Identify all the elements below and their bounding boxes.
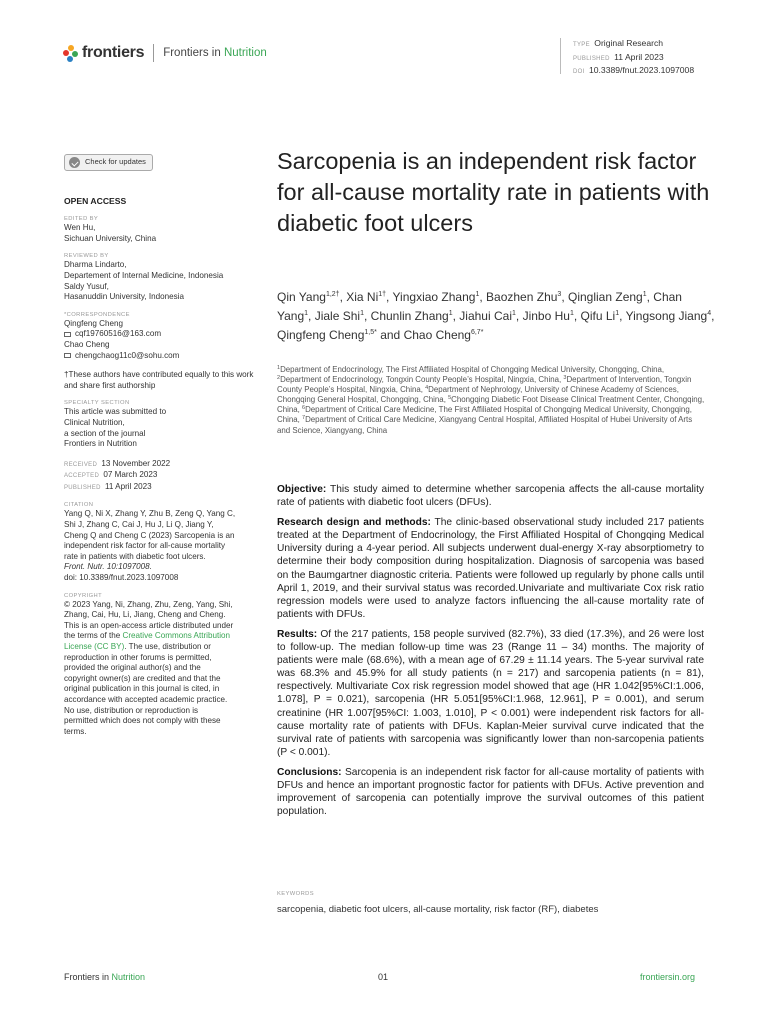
check-icon <box>69 157 80 168</box>
author-name[interactable]: Jinbo Hu$^1$ <box>522 309 574 323</box>
brand-name: frontiers <box>82 44 145 61</box>
author-name[interactable]: Qinglian Zeng$^1$ <box>568 290 647 304</box>
affiliation: $^3$Department of Intervention, Tongxin County People’s Hospital, Ningxia, China, <box>277 375 692 395</box>
affiliation: $^1$Department of Endocrinology, The First Affiliated Hospital of Chongqing Medical University, Chongqing, China, <box>277 365 665 374</box>
correspondence-label: *CORRESPONDENCE <box>64 311 130 318</box>
author-name[interactable]: Yingxiao Zhang$^1$ <box>392 290 480 304</box>
citation: Yang Q, Ni X, Zhang Y, Zhu B, Zeng Q, Yang C, Shi J, Zhang C, Cai J, Hu J, Li Q, Jiang Y, Cheng Q and Cheng C (2023) Sarcopenia is an independent risk factor for all-cause mortality rate in patients with diabetic foot ulcers. Front. Nutr. 10:1097008. doi: 10.3389/fnut.2023.1097008 <box>64 509 236 583</box>
affiliation: $^2$Department of Endocrinology, Tongxin County People’s Hospital, Ningxia, China, <box>277 375 564 385</box>
author-name[interactable]: Chunlin Zhang$^1$ <box>370 309 453 323</box>
copyright-label: COPYRIGHT <box>64 592 103 599</box>
frontiers-logo-icon <box>63 45 78 62</box>
author-name[interactable]: Chan Yang$^1$ <box>277 290 682 323</box>
correspondence: Qingfeng Cheng cqf19760516@163.com Chao Cheng chengchaog11c0@sohu.com <box>64 318 180 360</box>
article-title: Sarcopenia is an independent risk factor for all-cause mortality rate in patients with diabetic foot ulcers <box>277 148 710 236</box>
edited-by-label: EDITED BY <box>64 216 99 223</box>
article-meta <box>560 38 694 74</box>
author-list: Qin Yang$^{1,2\dagger}$, Xia $Ni^{1\dagger}$, Yingxiao Zhang$^1$, Baozhen Zhu$^3$, Qinglian Zeng$^1$, Chan Yang$^1$, Jiale Shi$^1$, Chunlin Zhang$^1$, Jiahui Cai$^1$, Jinbo Hu$^1$, Qifu Li$^1$, Yingsong Jiang$^4$, Qingfeng Cheng$^{1,5*}$ and Chao Cheng$^{6,7*}$ <box>277 290 715 342</box>
equal-contribution-note: †These authors have contributed equally to this work and share first authorship <box>64 370 254 390</box>
affiliation: $^4$Department of Nephrology, University of Chinese Academy of Sciences, Chongqing General Hospital, Chongqing, China, <box>277 385 679 405</box>
abstract-results: Results: Of the 217 patients, 158 people survived (82.7%), 33 died (17.3%), and 26 were lost to follow-up. The median follow-up time was 23 (Range 11 – 34) months. The majority of patients were male (68.6%), with a mean age of 67.29 ± 11.14 years. The 5-year survival rate was 68.3% and 45.9% for all study patients (n = 217) and sarcopenia patients (n = 81), respectively. Multivariate Cox risk regression model showed that age (HR 1.042[95%CI:1.006, 1.078], P = 0.021), sarcopenia (HR 5.051[95%CI:1.968, 12.961], P = 0.001), and serum creatinine (HR 1.007[95%CI: 1.003, 1.010], P < 0.001) were independent risk factors for all-cause mortality rate of patients with DFUs. Kaplan-Meier survival curve indicated that the survival rate of patients with sarcopenia was significantly lower than non-sarcopenia patients (P < 0.001). <box>277 628 704 758</box>
author-name[interactable]: Qin Yang$^{1,2\dagger}$ <box>277 290 340 304</box>
abstract-design: Research design and methods: The clinic-based observational study included 217 patients treated at the Department of Endocrinology, the First Affiliated Hospital of Chongqing Medical University during a 4-year period. All subjects underwent dual-energy X-ray absorptiometry to determine their body composition during hospitalization. Diagnosis of sarcopenia was based on the Baumgartner diagnostic criteria. Patients were followed up regularly by phone calls until April 1, 2019, and their survival status was recorded.Univariate and multivariate Cox risk ratio regression models were used to analyze factors influencing the all-cause mortality rate of patients with DFUs. <box>277 517 704 620</box>
author-name[interactable]: Xia $Ni^{1\dagger}$ <box>346 290 387 304</box>
specialty-section: This article was submitted to Clinical Nutrition, a section of the journal Frontiers in Nutrition <box>64 407 167 449</box>
footer-journal: Frontiers in Nutrition <box>64 972 146 982</box>
author-name[interactable]: Yingsong Jiang$^4$ <box>625 309 712 323</box>
affiliation: $^7$Department of Critical Care Medicine, Xiangyang Central Hospital, Affiliated Hospital of Hubei University of Arts and Science, Xiangyang, China <box>277 415 693 435</box>
meta-published: PUBLISHED 11 April 2023 <box>573 51 664 62</box>
edited-by: Wen Hu, Sichuan University, China <box>64 223 157 243</box>
author-name[interactable]: Jiahui Cai$^1$ <box>459 309 516 323</box>
abstract-objective: Objective: This study aimed to determine whether sarcopenia affects the all-cause mortality rate of patients with diabetic foot ulcers (DFUs). <box>277 484 704 509</box>
footer-site-link[interactable]: frontiersin.org <box>640 972 696 982</box>
author-name[interactable]: Jiale Shi$^1$ <box>314 309 364 323</box>
reviewed-by: Dharma Lindarto, Departement of Internal Medicine, Indonesia Saldy Yusuf, Hasanuddin University, Indonesia <box>64 260 224 302</box>
email-icon <box>64 332 71 337</box>
abstract-conclusions: Conclusions: Sarcopenia is an independent risk factor for all-cause mortality of patients with DFUs and hence an important prognostic factor for patients with DFUs. Active prevention and improvement of sarcopenia can potentially improve the survival outcomes of this patient population. <box>277 766 704 818</box>
meta-type: TYPE Original Research <box>573 38 664 48</box>
email-icon <box>64 353 71 358</box>
meta-doi: DOI 10.3389/fnut.2023.1097008 <box>573 65 695 75</box>
logo-divider <box>153 44 154 62</box>
affiliation: $^6$Department of Critical Care Medicine, The First Affiliated Hospital of Chongqing Medical University, Chongqing, China, <box>277 405 692 425</box>
keywords-label: KEYWORDS <box>277 891 315 897</box>
email-link-1[interactable]: cqf19760516@163.com <box>75 329 162 339</box>
affiliation: $^5$Chongqing Diabetic Foot Disease Clinical Treatment Center, Chongqing, China, <box>277 395 705 415</box>
abstract <box>277 483 704 825</box>
copyright: © 2023 Yang, Ni, Zhang, Zhu, Zeng, Yang, Shi, Zhang, Cai, Hu, Li, Jiang, Cheng and Cheng. This is an open-access article distributed under the terms of the Creative Commons Attribution License (CC BY). The use, distribution or reproduction in other forums is permitted, provided the original author(s) and the copyright owner(s) are credited and that the original publication in this journal is cited, in accordance with accepted academic practice. No use, distribution or reproduction is permitted which does not comply with these terms. <box>64 599 234 736</box>
author-name[interactable]: Qingfeng Cheng$^{1,5*}$ <box>277 328 377 342</box>
affiliations <box>277 365 707 436</box>
cc-license-link[interactable]: Creative Commons Attribution <box>122 631 230 641</box>
check-for-updates-button[interactable]: Check for updates <box>64 154 153 171</box>
article-dates: RECEIVED 13 November 2022 ACCEPTED 07 March 2023 PUBLISHED 11 April 2023 <box>64 458 171 491</box>
citation-label: CITATION <box>64 502 94 509</box>
author-name[interactable]: Chao Cheng$^{6,7*}$ <box>403 328 484 342</box>
open-access-label: OPEN ACCESS <box>64 195 127 206</box>
sidebar <box>64 154 260 737</box>
specialty-label: SPECIALTY SECTION <box>64 400 130 407</box>
author-name[interactable]: Qifu Li$^1$ <box>580 309 620 323</box>
email-link-2[interactable]: chengchaog11c0@sohu.com <box>75 350 180 360</box>
keywords: sarcopenia, diabetic foot ulcers, all-cause mortality, risk factor (RF), diabetes <box>277 904 599 915</box>
journal-title: Frontiers in Nutrition <box>163 47 267 59</box>
keywords-section <box>277 890 707 915</box>
reviewed-by-label: REVIEWED BY <box>64 253 109 260</box>
cc-license-link-2[interactable]: License (CC BY) <box>64 642 125 651</box>
journal-logo[interactable] <box>63 44 267 62</box>
author-name[interactable]: Baozhen Zhu$^3$ <box>486 290 562 304</box>
page-number: 01 <box>378 972 389 982</box>
